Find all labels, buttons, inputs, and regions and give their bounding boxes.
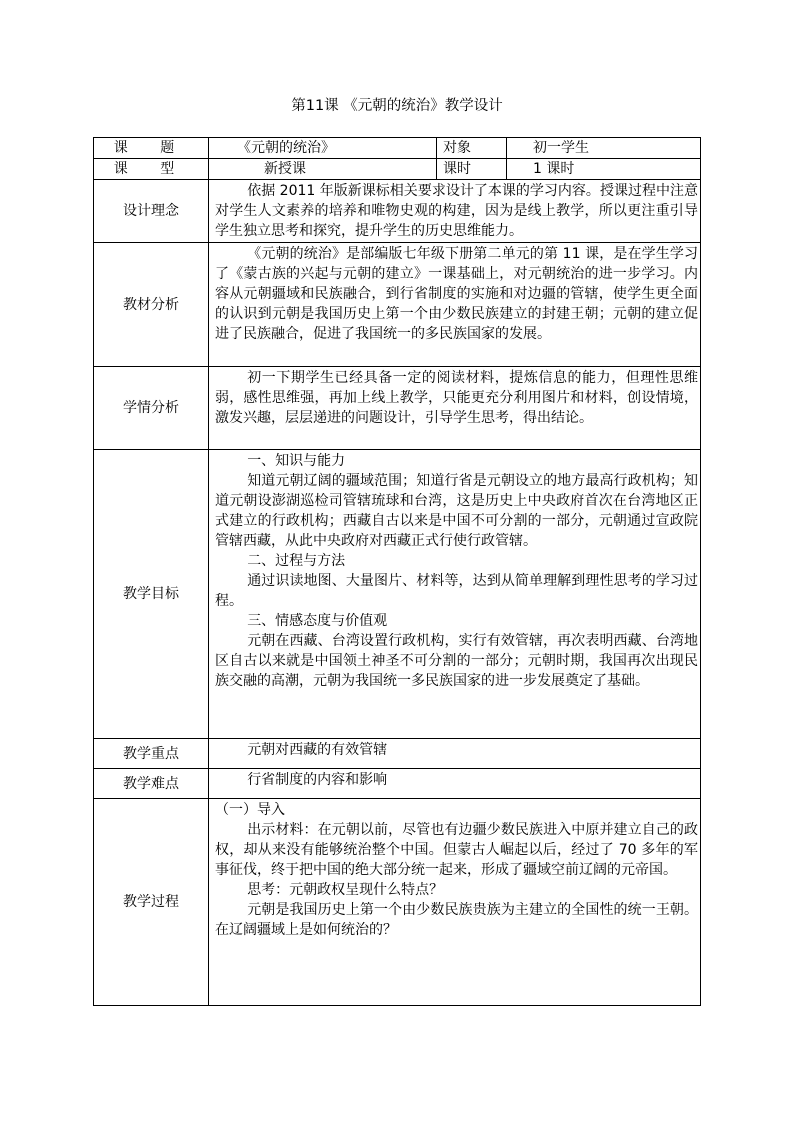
goals-heading-values: 三、情感态度与价值观 xyxy=(247,613,388,629)
process-text-answer: 元朝是我国历史上第一个由少数民族贵族为主建立的全国性的统一王朝。在辽阔疆域上是如何统治的？ xyxy=(215,902,698,938)
design-cell xyxy=(209,180,701,243)
difficulty-text: 行省制度的内容和影响 xyxy=(247,772,388,788)
process-label: 教学过程 xyxy=(94,799,209,1006)
topic-row xyxy=(94,138,701,159)
design-label: 设计理念 xyxy=(94,180,209,243)
key-point-label: 教学重点 xyxy=(94,739,209,769)
key-point-text: 元朝对西藏的有效管辖 xyxy=(247,742,388,758)
students-cell xyxy=(209,367,701,450)
design-text: 依据 2011 年版新课标相关要求设计了本课的学习内容。授课过程中注意对学生人文素养的培养和唯物史观的构建，因为是线上教学，所以更注重引导学生独立思考和探究，提升学生的历史思维能力。 xyxy=(215,183,698,239)
process-row xyxy=(94,799,701,1006)
audience-label: 对象 xyxy=(437,138,507,159)
goals-row xyxy=(94,450,701,739)
hours-value: 1 课时 xyxy=(507,159,701,180)
process-text-material: 出示材料：在元朝以前，尽管也有边疆少数民族进入中原并建立自己的政权，却从来没有能够统治整个中国。但蒙古人崛起以后，经过了 70 多年的军事征伐，终于把中国的绝大部分统一起来，形成了疆域空前辽阔的元帝国。 xyxy=(215,822,698,878)
difficulty-row xyxy=(94,769,701,799)
key-point-row xyxy=(94,739,701,769)
students-row xyxy=(94,367,701,450)
hours-label: 课时 xyxy=(437,159,507,180)
audience-value: 初一学生 xyxy=(507,138,701,159)
students-label: 学情分析 xyxy=(94,367,209,450)
difficulty-label: 教学难点 xyxy=(94,769,209,799)
students-text: 初一下期学生已经具备一定的阅读材料，提炼信息的能力，但理性思维弱，感性思维强，再加上线上教学，只能更充分利用图片和材料，创设情境，激发兴趣，层层递进的问题设计，引导学生思考，得出结论。 xyxy=(215,370,698,426)
goals-heading-knowledge: 一、知识与能力 xyxy=(247,453,346,469)
type-row xyxy=(94,159,701,180)
process-cell xyxy=(209,799,701,1006)
topic-value: 《元朝的统治》 xyxy=(209,138,437,159)
goals-text-values: 元朝在西藏、台湾设置行政机构，实行有效管辖，再次表明西藏、台湾地区自古以来就是中国领土神圣不可分割的一部分；元朝时期，我国再次出现民族交融的高潮，元朝为我国统一多民族国家的进一步发展奠定了基础。 xyxy=(215,633,698,689)
lesson-plan-table xyxy=(93,137,701,1006)
goals-cell xyxy=(209,450,701,739)
goals-heading-process: 二、过程与方法 xyxy=(247,553,346,569)
type-label: 课 型 xyxy=(94,159,209,180)
material-label: 教材分析 xyxy=(94,243,209,367)
goals-text-knowledge: 知道元朝辽阔的疆域范围；知道行省是元朝设立的地方最高行政机构；知道元朝设澎湖巡检司管辖琉球和台湾，这是历史上中央政府首次在台湾地区正式建立的行政机构；西藏自古以来是中国不可分割的一部分，元朝通过宣政院管辖西藏，从此中央政府对西藏正式行使行政管辖。 xyxy=(215,473,698,549)
goals-label: 教学目标 xyxy=(94,450,209,739)
topic-label: 课 题 xyxy=(94,138,209,159)
document-title: 第11课 《元朝的统治》教学设计 xyxy=(291,98,503,114)
process-text-question: 思考：元朝政权呈现什么特点？ xyxy=(247,882,444,898)
type-value: 新授课 xyxy=(209,159,437,180)
key-point-cell xyxy=(209,739,701,769)
material-text: 《元朝的统治》是部编版七年级下册第二单元的第 11 课，是在学生学习了《蒙古族的兴起与元朝的建立》一课基础上，对元朝统治的进一步学习。内容从元朝疆域和民族融合，到行省制度的实施和对边疆的管辖，使学生更全面的认识到元朝是我国历史上第一个由少数民族建立的封建王朝；元朝的建立促进了民族融合，促进了我国统一的多民族国家的发展。 xyxy=(215,246,698,342)
material-row xyxy=(94,243,701,367)
process-heading-intro: （一）导入 xyxy=(215,802,285,818)
design-row xyxy=(94,180,701,243)
material-cell xyxy=(209,243,701,367)
difficulty-cell xyxy=(209,769,701,799)
goals-text-process: 通过识读地图、大量图片、材料等，达到从简单理解到理性思考的学习过程。 xyxy=(215,573,698,609)
